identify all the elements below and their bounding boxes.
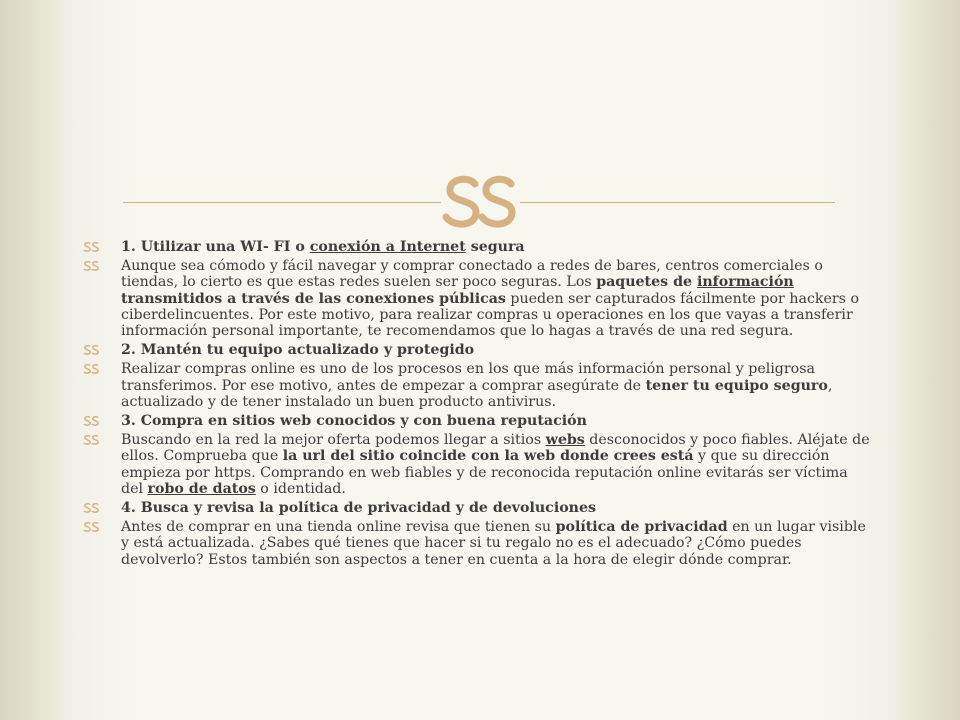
double-s-bullet-icon [83, 503, 99, 513]
link-conexion-internet[interactable]: conexión a Internet [309, 239, 466, 255]
header-rule-left [123, 202, 441, 203]
heading-text: 4. Busca y revisa la política de privacidad y de devoluciones [121, 500, 597, 517]
list-item-paragraph-3 [83, 432, 873, 497]
interlocking-s-ornament-icon [441, 172, 519, 232]
paragraph-text: o identidad. [255, 480, 346, 497]
bold-text: transmitidos a través de las conexiones públicas [121, 290, 506, 307]
bold-text: política de privacidad [555, 519, 728, 536]
double-s-bullet-icon [83, 261, 99, 271]
link-webs[interactable]: webs [545, 432, 585, 449]
list-item-paragraph-1 [83, 258, 873, 339]
list-item-heading-3 [83, 413, 873, 429]
paragraph-text: , actualizado y de tener instalado un buen producto antivirus. [121, 377, 833, 410]
heading-text: segura [465, 239, 525, 255]
paragraph-text: pueden ser capturados fácilmente por hackers o ciberdelincuentes. Por este motivo, para realizar compras u operaciones en los que vayas a transferir información personal importante, te recomendamos que lo hagas a través de una red segura. [121, 290, 859, 340]
paragraph-text: y que su dirección empieza por https. Comprando en web fiables y de reconocida reputación online evitarás ser víctima del [121, 448, 848, 497]
double-s-bullet-icon [83, 522, 99, 532]
heading-text: 3. Compra en sitios web conocidos y con buena reputación [121, 413, 587, 430]
double-s-bullet-icon [83, 345, 99, 355]
header-rule-right [520, 202, 835, 203]
double-s-bullet-icon [83, 242, 99, 252]
list-item-heading-1 [83, 239, 873, 255]
paragraph-text: Antes de comprar en una tienda online revisa que tienen su [121, 519, 556, 536]
double-s-bullet-icon [83, 435, 99, 445]
list-item-heading-2 [83, 342, 873, 358]
heading-text: 1. Utilizar una WI- FI o [121, 239, 310, 255]
double-s-bullet-icon [83, 364, 99, 374]
bold-text: paquetes de [596, 274, 697, 291]
paragraph-text: en un lugar visible y está actualizada. ¿Sabes qué tienes que hacer si tu regalo no es el adecuado? ¿Cómo puedes devolverlo? Estos también son aspectos a tener en cuenta a la hora de elegir dónde comprar. [121, 519, 866, 568]
bold-text: la url del sitio coincide con la web donde crees está [282, 448, 694, 465]
link-robo-de-datos[interactable]: robo de datos [147, 480, 256, 497]
paragraph-text: Buscando en la red la mejor oferta podemos llegar a sitios [121, 432, 546, 449]
heading-text: 2. Mantén tu equipo actualizado y protegido [121, 342, 475, 359]
paragraph-text: Aunque sea cómodo y fácil navegar y comprar conectado a redes de bares, centros comerciales o tiendas, lo cierto es que estas redes suelen ser poco seguras. Los [121, 258, 823, 291]
paragraph-text: Realizar compras online es uno de los procesos en los que más información personal y peligrosa transferimos. Por ese motivo, antes de empezar a comprar asegúrate de [121, 361, 815, 394]
list-item-paragraph-4 [83, 519, 873, 568]
bullet-list [83, 239, 873, 571]
paragraph-text: desconocidos y poco fiables. Aléjate de ellos. Comprueba que [121, 432, 870, 465]
link-informacion[interactable]: información [696, 274, 794, 291]
list-item-heading-4 [83, 500, 873, 516]
bold-text: tener tu equipo seguro [645, 377, 828, 394]
list-item-paragraph-2 [83, 361, 873, 410]
double-s-bullet-icon [83, 416, 99, 426]
